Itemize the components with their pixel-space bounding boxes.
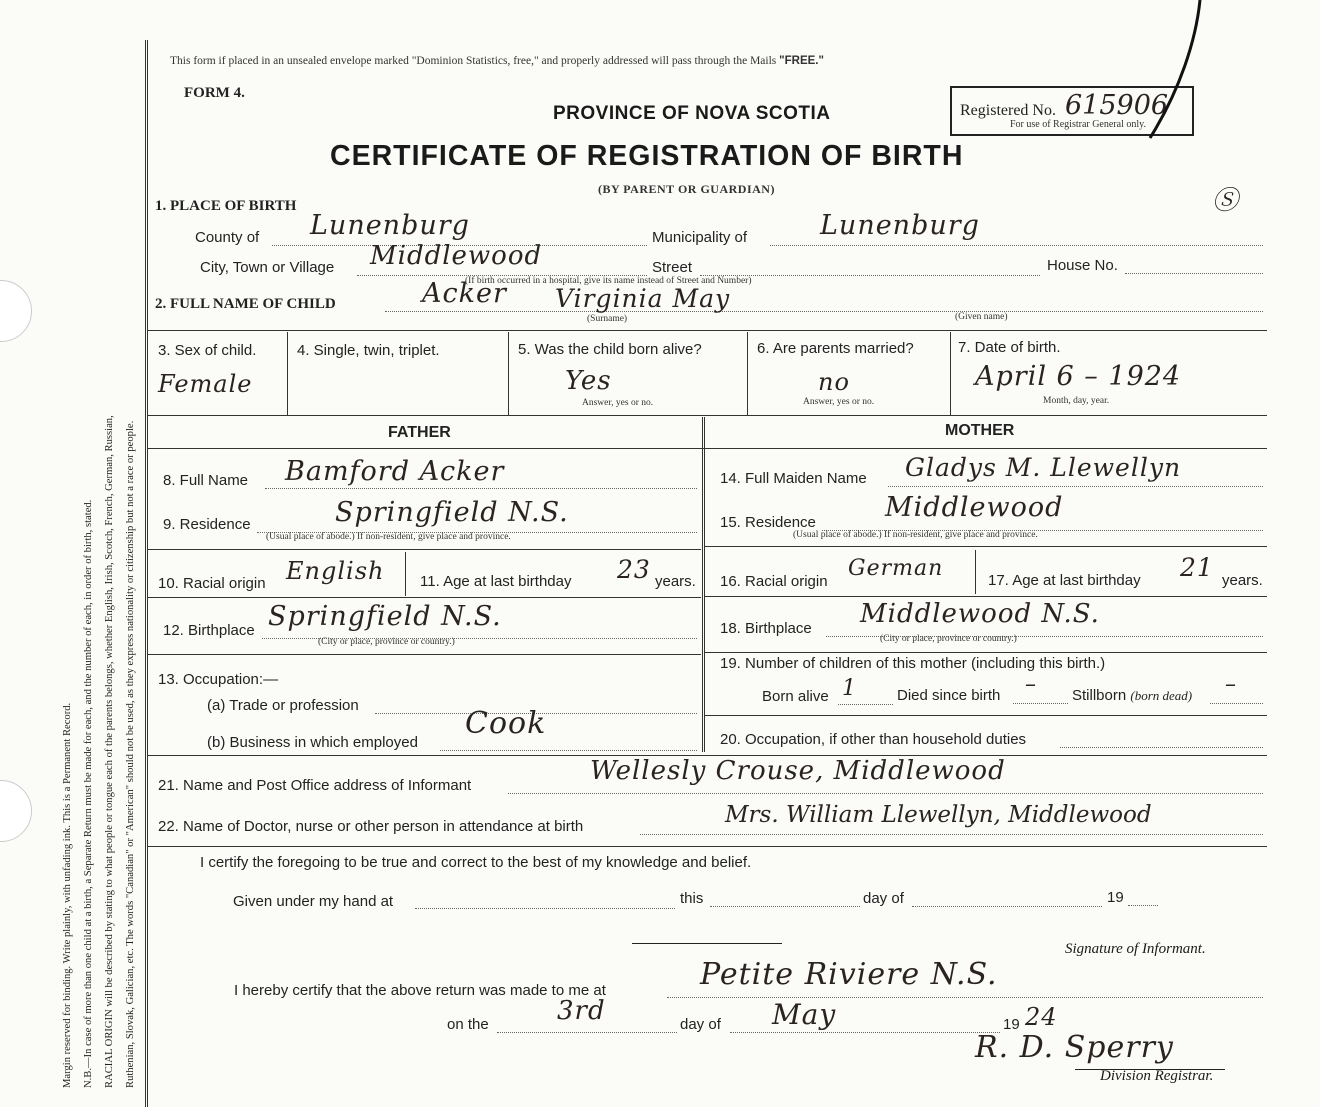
rule-under-headings (147, 448, 1267, 449)
stillborn-line (1210, 703, 1263, 704)
father-rule-3 (147, 654, 701, 655)
house-label: House No. (1047, 257, 1118, 274)
mother-rule-4 (705, 715, 1267, 716)
registered-number: 615906 (1065, 90, 1169, 121)
city-label: City, Town or Village (200, 259, 335, 276)
corner-mark: Ⓢ (1212, 186, 1240, 216)
day-of-label: day of (863, 890, 904, 907)
plurality-label: 4. Single, twin, triplet. (297, 342, 440, 359)
father-heading: FATHER (388, 424, 451, 441)
margin-note-racial: RACIAL ORIGIN will be described by stating to what people or tongue each of the parents belongs, whether English, Irish, Scotch, French, German, Russian, (104, 415, 115, 1088)
occupation-label: 13. Occupation:— (158, 671, 279, 688)
municipality-label: Municipality of (652, 229, 748, 246)
mother-heading: MOTHER (945, 422, 1015, 439)
mother-name-value: Gladys M. Llewellyn (905, 453, 1182, 482)
father-rule-1 (147, 549, 701, 550)
dob-caption: Month, day, year. (1043, 396, 1110, 406)
hospital-note: (If birth occurred in a hospital, give its name instead of Street and Number) (465, 276, 752, 286)
father-racial-div (405, 552, 406, 596)
registered-label: Registered No. (960, 102, 1056, 119)
certificate-title: CERTIFICATE OF REGISTRATION OF BIRTH (330, 140, 964, 172)
father-birthplace-caption: (City or place, province or country.) (318, 637, 455, 647)
father-racial-value: English (286, 557, 385, 585)
year-line (1128, 905, 1158, 906)
registrar-place-value: Petite Riviere N.S. (700, 957, 998, 992)
father-residence-label: 9. Residence (163, 516, 251, 533)
died-value: – (1025, 672, 1037, 697)
municipality-line (770, 245, 1263, 246)
col-div-1 (287, 332, 288, 415)
attendant-label: 22. Name of Doctor, nurse or other person in attendance at birth (158, 818, 584, 835)
father-rule-2 (147, 597, 701, 598)
house-line (1125, 273, 1263, 274)
ink-stroke-path (1150, 0, 1200, 138)
mother-birthplace-value: Middlewood N.S. (860, 599, 1100, 629)
father-residence-caption: (Usual place of abode.) If non-resident, give place and province. (266, 532, 511, 542)
died-label: Died since birth (897, 687, 1001, 704)
married-value: no (818, 368, 850, 396)
given-caption: (Given name) (955, 312, 1008, 322)
mother-birthplace-label: 18. Birthplace (720, 620, 812, 637)
city-value: Middlewood (370, 241, 543, 271)
county-value: Lunenburg (310, 210, 470, 241)
year-label: 19 (1107, 889, 1124, 906)
mother-racial-value: German (848, 556, 944, 581)
parents-divider (702, 417, 705, 752)
mail-free: "FREE." (779, 55, 824, 67)
dob-label: 7. Date of birth. (958, 339, 1061, 356)
mother-occupation-line (1060, 747, 1263, 748)
business-line (440, 750, 697, 751)
col-div-4 (950, 332, 951, 415)
province-title: PROVINCE OF NOVA SCOTIA (553, 103, 831, 124)
father-residence-value: Springfield N.S. (335, 497, 569, 528)
mother-residence-value: Middlewood (885, 492, 1064, 523)
father-racial-label: 10. Racial origin (158, 575, 266, 592)
mother-born-alive-value: 1 (842, 676, 857, 701)
sex-label: 3. Sex of child. (158, 342, 257, 359)
given-label: Given under my hand at (233, 893, 394, 910)
registrar-year-label: 19 (1003, 1016, 1020, 1033)
registrar-month-value: May (772, 998, 837, 1031)
stillborn-note: (born dead) (1130, 688, 1193, 703)
child-surname-value: Acker (422, 278, 507, 309)
child-given-value: Virginia May (555, 284, 731, 313)
mother-rule-3 (705, 652, 1267, 653)
ink-stroke (1130, 0, 1220, 140)
mother-name-line (888, 486, 1263, 487)
mother-occupation-label: 20. Occupation, if other than household duties (720, 731, 1027, 748)
father-birthplace-value: Springfield N.S. (268, 601, 502, 632)
informant-value: Wellesly Crouse, Middlewood (590, 756, 1006, 786)
father-name-value: Bamford Acker (285, 456, 505, 487)
municipality-value: Lunenburg (820, 210, 980, 241)
registrar-year-value: 24 (1025, 1003, 1058, 1031)
on-the-line (497, 1032, 677, 1033)
died-line (1013, 703, 1068, 704)
mother-rule-2 (705, 596, 1267, 597)
trade-label: (a) Trade or profession (207, 697, 359, 714)
registrar-statement: I hereby certify that the above return was made to me at (234, 982, 606, 999)
col-div-2 (508, 332, 509, 415)
mother-age-label: 17. Age at last birthday (988, 572, 1141, 589)
father-name-line (265, 488, 697, 489)
business-value: Cook (465, 706, 547, 741)
father-age-value: 23 (617, 555, 651, 584)
born-alive-label: 5. Was the child born alive? (518, 341, 702, 358)
mother-age-unit: years. (1222, 572, 1263, 589)
registrar-note: For use of Registrar General only. (1010, 119, 1146, 130)
registrar-day-value: 3rd (557, 996, 606, 1026)
attendant-value: Mrs. William Llewellyn, Middlewood (725, 802, 1152, 828)
father-name-label: 8. Full Name (163, 472, 249, 489)
rule-before-cert (147, 846, 1267, 847)
form-left-border (145, 40, 148, 1107)
mother-residence-caption: (Usual place of abode.) If non-resident, give place and province. (793, 530, 1038, 540)
married-caption: Answer, yes or no. (803, 397, 875, 407)
dob-value: April 6 – 1924 (975, 361, 1182, 392)
surname-caption: (Surname) (587, 314, 628, 324)
mother-racial-label: 16. Racial origin (720, 573, 828, 590)
day-of-line (912, 906, 1102, 907)
children-label: 19. Number of children of this mother (including this birth.) (720, 655, 1106, 672)
binder-hole-top (0, 280, 32, 342)
registrar-caption: Division Registrar. (1100, 1068, 1214, 1084)
mother-born-alive-line (838, 704, 893, 705)
on-the-label: on the (447, 1016, 489, 1033)
mother-residence-label: 15. Residence (720, 514, 816, 531)
mother-rule-1 (705, 546, 1267, 547)
rule-before-parents (147, 415, 1267, 416)
cert-statement: I certify the foregoing to be true and correct to the best of my knowledge and belief. (200, 854, 752, 871)
attendant-line (640, 834, 1263, 835)
this-line (710, 906, 860, 907)
mother-born-alive-label: Born alive (762, 688, 829, 705)
married-label: 6. Are parents married? (757, 340, 914, 357)
margin-note-binding: Margin reserved for binding. Write plainly, with unfading ink. This is a Permanent Record. (62, 702, 73, 1088)
father-age-label: 11. Age at last birthday (420, 573, 572, 590)
registrar-month-line (730, 1032, 1000, 1033)
registrar-signature: R. D. Sperry (975, 1030, 1174, 1065)
informant-line (508, 793, 1263, 794)
mother-birthplace-caption: (City or place, province or country.) (880, 634, 1017, 644)
stillborn-value: – (1225, 672, 1237, 697)
child-name-label: 2. FULL NAME OF CHILD (155, 296, 336, 312)
mother-racial-div (975, 550, 976, 594)
informant-signature-caption: Signature of Informant. (1065, 941, 1206, 957)
registrar-place-line (667, 997, 1263, 998)
margin-note-nb: N.B.—In case of more than one child at a birth, a Separate Return must be made for each, and the number of each, in order of birth, stated. (83, 499, 94, 1088)
place-of-birth-label: 1. PLACE OF BIRTH (155, 198, 297, 214)
born-alive-value: Yes (565, 366, 612, 396)
street-label: Street (652, 259, 693, 276)
margin-note-racial-2: Ruthenian, Slovak, Galician, etc. The words "Canadian" or "American" should not be used, as they express nationality or citizenship but not a race or people. (125, 420, 136, 1088)
registrar-day-of-label: day of (680, 1016, 721, 1033)
informant-signature-line (632, 943, 782, 944)
father-birthplace-label: 12. Birthplace (163, 622, 255, 639)
father-age-unit: years. (655, 573, 696, 590)
given-line (415, 908, 675, 909)
mail-notice: This form if placed in an unsealed envelope marked "Dominion Statistics, free," and properly addressed will pass through the Mails "FREE." (170, 55, 824, 67)
business-label: (b) Business in which employed (207, 734, 418, 751)
informant-label: 21. Name and Post Office address of Informant (158, 777, 472, 794)
county-label: County of (195, 229, 260, 246)
mother-name-label: 14. Full Maiden Name (720, 470, 867, 487)
child-name-line (385, 311, 1263, 312)
sex-value: Female (158, 370, 253, 398)
this-label: this (680, 890, 704, 907)
certificate-subtitle: (BY PARENT OR GUARDIAN) (598, 182, 775, 196)
col-div-3 (747, 332, 748, 415)
mother-age-value: 21 (1180, 553, 1214, 582)
binder-hole-bottom (0, 780, 32, 842)
born-alive-caption: Answer, yes or no. (582, 398, 654, 408)
stillborn-label: Stillborn (born dead) (1072, 687, 1193, 704)
rule-after-name (147, 330, 1267, 331)
form-number: FORM 4. (184, 85, 245, 101)
